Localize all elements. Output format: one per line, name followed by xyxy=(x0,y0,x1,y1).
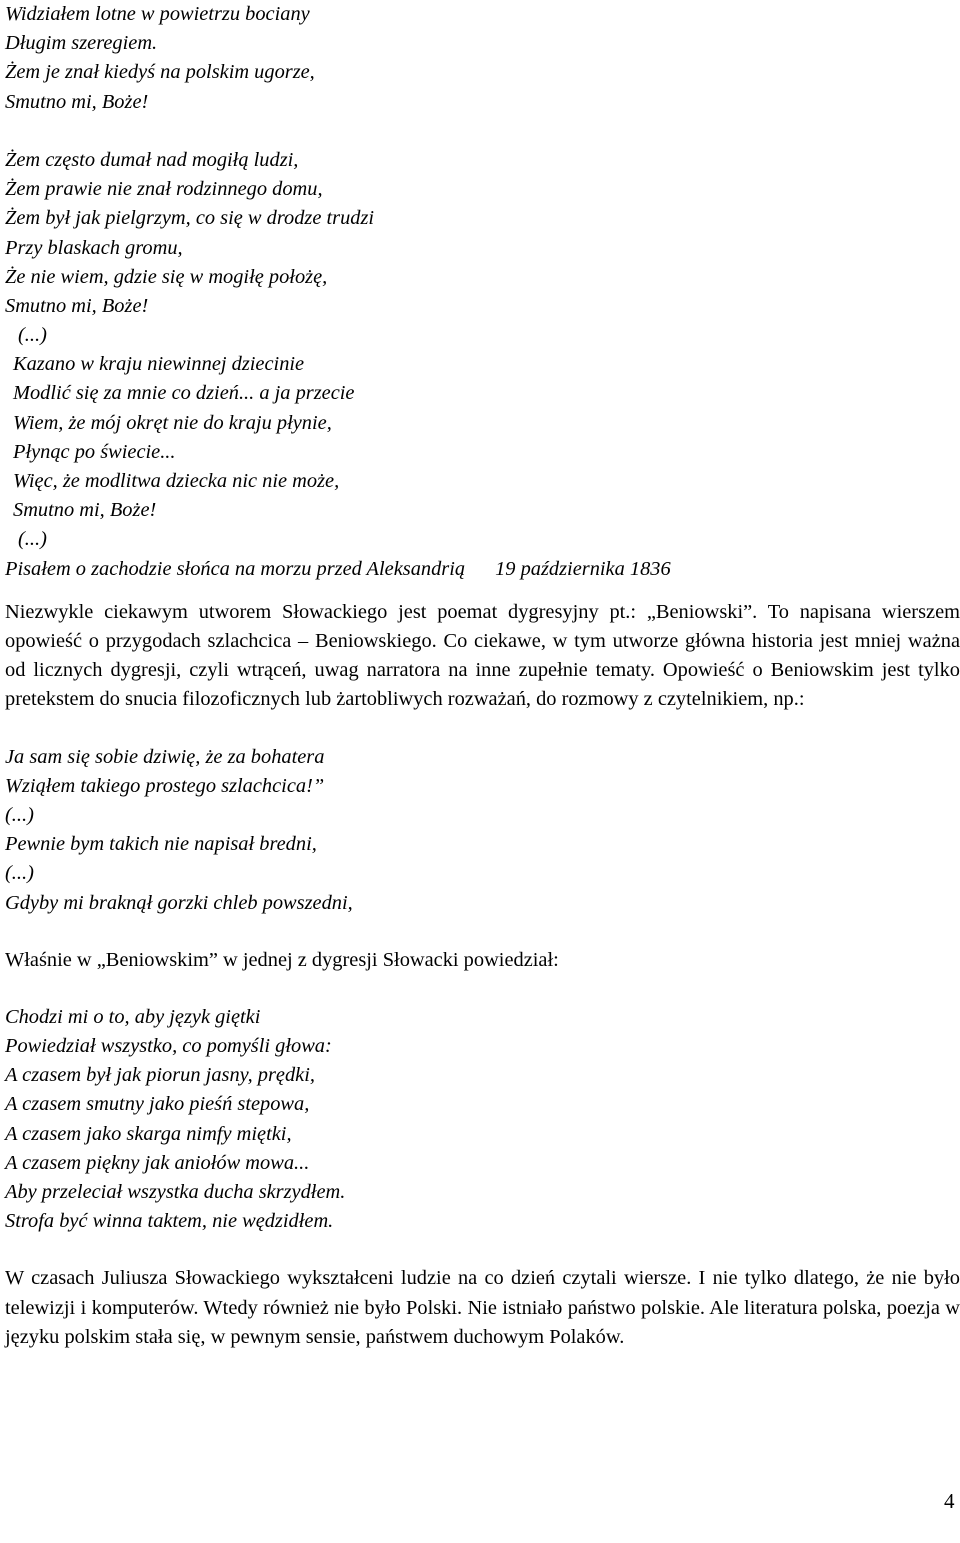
poem-signature xyxy=(5,555,960,584)
quote-line: Chodzi mi o to, aby język giętki xyxy=(5,1005,261,1028)
paragraph-beniowski-intro: Niezwykle ciekawym utworem Słowackiego jest poemat dygresyjny pt.: „Beniowski”. To napisana wierszem opowieść o przygodach szlachcica – Beniowskiego. Co ciekawe, w tym utworze główna historia jest mniej ważna od licznych dygresji, czyli wtrąceń, uwag narratora na inne zupełnie tematy. Opowieść o Beniowskim jest tylko pretekstem do snucia filozoficznych lub żartobliwych rozważań, do rozmowy z czytelnikiem, np.: xyxy=(5,600,960,711)
poem-line: Przy blaskach gromu, xyxy=(5,236,183,259)
document-page xyxy=(5,0,960,1352)
quote-line: A czasem piękny jak aniołów mowa... xyxy=(5,1151,310,1174)
quote-line: (...) xyxy=(5,862,34,885)
quote-line: Aby przeleciał wszystka ducha skrzydłem. xyxy=(5,1181,346,1204)
poem-line: Że nie wiem, gdzie się w mogiłę położę, xyxy=(5,265,328,288)
poem-line: Więc, że modlitwa dziecka nic nie może, xyxy=(13,470,340,492)
section-gap xyxy=(5,584,960,598)
quote-line: Strofa być winna taktem, nie wędzidłem. xyxy=(5,1210,334,1233)
poem-line: Długim szeregiem. xyxy=(5,32,158,55)
poem-line: Żem często dumał nad mogiłą ludzi, xyxy=(5,148,299,171)
quote-line: A czasem jako skarga nimfy miętki, xyxy=(5,1122,292,1145)
poem-line: Wiem, że mój okręt nie do kraju płynie, xyxy=(13,411,332,434)
quote-line: Pewnie bym takich nie napisał bredni, xyxy=(5,833,317,856)
poem-stanza-2 xyxy=(5,146,960,321)
quote-beniowski-1 xyxy=(5,743,960,918)
paragraph-czasy-slowackiego: W czasach Juliusza Słowackiego wykształceni ludzie na co dzień czytali wiersze. I nie tylko dlatego, że nie było telewizji i komputerów. Wtedy również nie było Polski. Nie istniało państwo polskie. Ale literatura polska, poezja w języku polskim stała się, w pewnym sensie, państwem duchowym Polaków. xyxy=(5,1267,960,1348)
poem-line: Żem był jak pielgrzym, co się w drodze trudzi xyxy=(5,207,375,230)
quote-beniowski-2 xyxy=(5,1003,960,1237)
page-number: 4 xyxy=(944,1489,955,1513)
section-gap xyxy=(5,975,960,1003)
poem-stanza-3 xyxy=(5,350,960,525)
quote-line: A czasem był jak piorun jasny, prędki, xyxy=(5,1064,315,1087)
poem-line: Smutno mi, Boże! xyxy=(5,90,149,113)
section-gap xyxy=(5,1236,960,1264)
paragraph-dygresja: Właśnie w „Beniowskim” w jednej z dygresji Słowacki powiedział: xyxy=(5,948,559,971)
ellipsis-marker: (...) xyxy=(18,528,47,551)
poem-line: Modlić się za mnie co dzień... a ja przecie xyxy=(13,382,355,405)
poem-line: Kazano w kraju niewinnej dziecinie xyxy=(13,353,305,376)
poem-line: Żem je znał kiedyś na polskim ugorze, xyxy=(5,61,315,84)
poem-stanza-1 xyxy=(5,0,960,117)
ellipsis-marker: (...) xyxy=(18,324,47,347)
stanza-gap xyxy=(5,117,960,146)
signature-place: Pisałem o zachodzie słońca na morzu przed Aleksandrią xyxy=(5,557,466,580)
quote-line: Ja sam się sobie dziwię, że za bohatera xyxy=(5,745,325,768)
quote-line: A czasem smutny jako pieśń stepowa, xyxy=(5,1093,310,1116)
poem-line: Płynąc po świecie... xyxy=(13,440,176,463)
quote-line: Gdyby mi braknął gorzki chleb powszedni, xyxy=(5,891,353,914)
quote-line: (...) xyxy=(5,803,34,826)
quote-line: Wziąłem takiego prostego szlachcica!” xyxy=(5,774,325,797)
section-gap xyxy=(5,918,960,946)
section-gap xyxy=(5,715,960,743)
poem-line: Żem prawie nie znał rodzinnego domu, xyxy=(5,178,323,201)
poem-line: Smutno mi, Boże! xyxy=(13,499,157,522)
quote-line: Powiedział wszystko, co pomyśli głowa: xyxy=(5,1035,332,1058)
poem-line: Smutno mi, Boże! xyxy=(5,294,149,317)
poem-line: Widziałem lotne w powietrzu bociany xyxy=(5,3,310,25)
signature-date: 19 października 1836 xyxy=(495,557,671,580)
